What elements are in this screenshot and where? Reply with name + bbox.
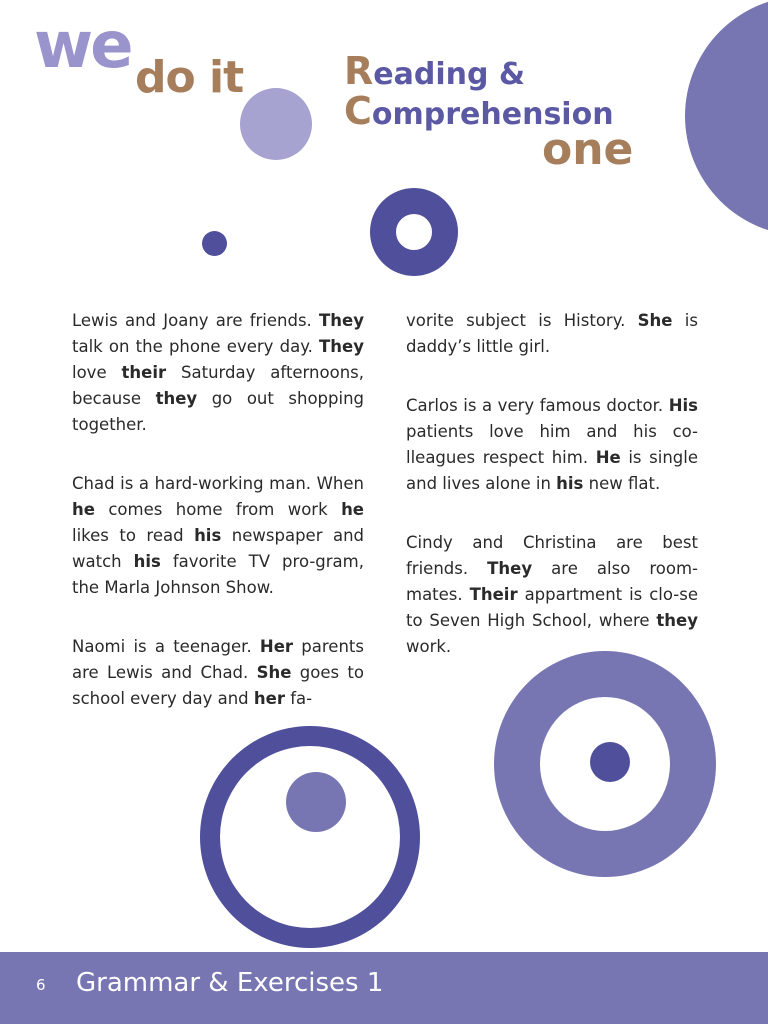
pronoun-highlight: They: [319, 311, 364, 330]
text-run: talk on the phone every day.: [72, 337, 320, 356]
text-run: Lewis and Joany are friends.: [72, 311, 320, 330]
title-cap-r: R: [344, 49, 374, 93]
pronoun-highlight: his: [194, 526, 222, 545]
title-cap-c: C: [344, 89, 372, 133]
pronoun-highlight: they: [155, 389, 198, 408]
paragraph: [72, 634, 364, 712]
text-run: go out shopping together.: [72, 389, 364, 434]
pronoun-highlight: Their: [469, 585, 518, 604]
text-run: is single and lives alone in: [406, 448, 698, 493]
text-run: appartment is clo-se to Seven High School, where: [406, 585, 698, 630]
light-purple-circle: [240, 88, 312, 160]
pronoun-highlight: She: [637, 311, 673, 330]
page-number: 6: [36, 976, 46, 994]
text-run: work.: [406, 637, 452, 656]
pronoun-highlight: they: [656, 611, 698, 630]
text-run: newspaper and watch: [72, 526, 364, 571]
text-run: Saturday afternoons, because: [72, 363, 364, 408]
pronoun-highlight: he: [72, 500, 95, 519]
paragraph: [72, 308, 364, 438]
small-dark-dot: [202, 231, 227, 256]
text-run: parents are Lewis and Chad.: [72, 637, 364, 682]
title-line-1: [344, 49, 526, 93]
right-column: [406, 308, 698, 693]
large-ring-bottom-left: [200, 726, 420, 948]
pronoun-highlight: his: [556, 474, 584, 493]
left-column: [72, 308, 364, 745]
pronoun-highlight: Her: [259, 637, 294, 656]
pronoun-highlight: his: [133, 552, 161, 571]
logo-do-it: do it: [135, 52, 244, 103]
text-run: favorite TV pro-gram, the Marla Johnson Show.: [72, 552, 364, 597]
text-run: Cindy and Christina are best friends.: [406, 533, 698, 578]
pronoun-highlight: She: [256, 663, 292, 682]
pronoun-highlight: her: [253, 689, 285, 708]
pronoun-highlight: They: [319, 337, 364, 356]
text-run: new flat.: [583, 474, 661, 493]
logo-we: we: [34, 9, 131, 83]
top-right-large-circle: [685, 0, 768, 236]
text-run: love: [72, 363, 122, 382]
text-run: are also room-mates.: [406, 559, 698, 604]
inner-circle-bottom-left: [286, 772, 346, 832]
inner-dot-bottom-right: [590, 742, 630, 782]
paragraph: [72, 471, 364, 601]
paragraph: [406, 308, 698, 360]
title-rest-1: eading &: [373, 57, 526, 92]
pronoun-highlight: They: [487, 559, 533, 578]
text-run: vorite subject is History.: [406, 311, 638, 330]
paragraph: [406, 393, 698, 497]
dark-ring-top: [370, 188, 458, 276]
pronoun-highlight: His: [668, 396, 698, 415]
title-number: one: [542, 124, 634, 175]
text-run: is daddy’s little girl.: [406, 311, 698, 356]
footer-bar: [0, 952, 768, 1024]
text-run: Carlos is a very famous doctor.: [406, 396, 669, 415]
text-run: goes to school every day and: [72, 663, 364, 708]
text-run: patients love him and his co-lleagues respect him.: [406, 422, 698, 467]
text-run: likes to read: [72, 526, 195, 545]
pronoun-highlight: He: [595, 448, 621, 467]
text-run: Chad is a hard-working man. When: [72, 474, 364, 493]
title-rest-2: omprehension: [371, 97, 614, 132]
text-run: comes home from work: [94, 500, 342, 519]
paragraph: [406, 530, 698, 660]
text-run: Naomi is a teenager.: [72, 637, 260, 656]
book-title: Grammar & Exercises 1: [76, 968, 384, 998]
pronoun-highlight: he: [341, 500, 364, 519]
text-run: fa-: [284, 689, 313, 708]
pronoun-highlight: their: [121, 363, 167, 382]
